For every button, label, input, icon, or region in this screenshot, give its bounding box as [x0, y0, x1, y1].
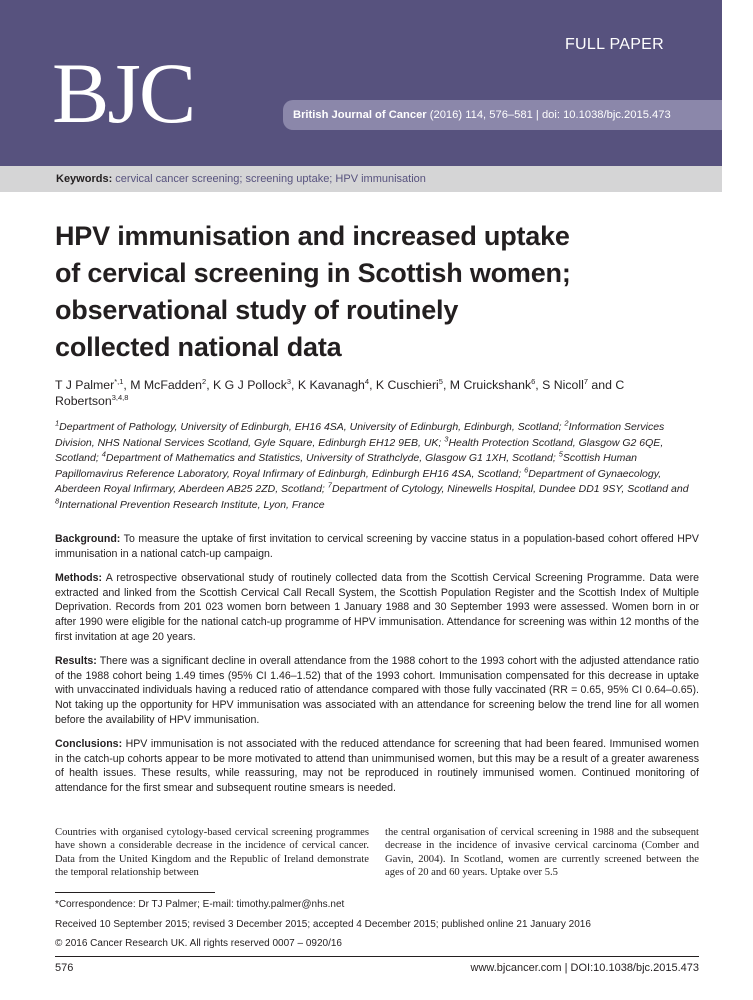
affiliation-text: Department of Pathology, University of Edinburgh, EH16 4SA, University of Edinburgh, Edinburgh, Scotland;: [59, 421, 565, 433]
author-affiliation-mark: *,1: [114, 376, 124, 386]
author-name: K G J Pollock: [213, 378, 287, 392]
article-type-label: FULL PAPER: [564, 36, 664, 53]
abstract-section-text: There was a significant decline in overall attendance from the 1988 cohort to the 1993 cohort with the adjusted attendance ratio of the 1988 cohort being 1.49 times (95% CI 1.46–1.52) that of the 1993 cohort. Immunisation compensated for this decrease in uptake with unvaccinated individuals having a reduced ratio of attendance compared with those fully vaccinated (RR = 0.65, 95% CI 0.64–0.65). Not taking up the opportunity for HPV immunisation was associated with an attendance for screening below the trend line for all women before the availability of HPV immunisation.: [55, 655, 699, 726]
article-title: [55, 218, 675, 366]
abstract-section-label: Background:: [55, 533, 121, 545]
author-name: M Cruickshank: [449, 378, 532, 392]
affiliation-text: Health Protection Scotland, Glasgow G2 6QE, Scotland;: [55, 436, 664, 465]
abstract-conclusions: [55, 737, 699, 795]
title-line: observational study of routinely: [55, 295, 459, 325]
author-name: M McFadden: [130, 378, 203, 392]
abstract-section-label: Methods:: [55, 572, 103, 585]
abstract-section-text: A retrospective observational study of routinely collected data from the Scottish Cervical Screening Programme. Data were extracted and linked from the Scottish Cervical Call Recall System, the Scottish Population Register and the Scottish Index of Multiple Deprivation. Records from 201 023 women born between 1 January 1988 and 30 September 1993 were assessed. Women born in or after 1990 were eligible for the national catch-up programme of HPV immunisation. Attendance for screening was within 12 months of the first invitation at age 20 years.: [55, 572, 699, 643]
affiliation-text: Information Services Division, NHS National Services Scotland, Gyle Square, Edinburgh EH12 9EB, UK;: [55, 421, 665, 449]
affiliation-text: Department of Gynaecology, Aberdeen Royal Infirmary, Aberdeen AB25 2ZD, Scotland;: [55, 467, 662, 496]
footnote-divider: [55, 892, 215, 893]
journal-name: British Journal of Cancer: [293, 109, 427, 121]
copyright-notice: © 2016 Cancer Research UK. All rights reserved 0007 – 0920/16: [55, 938, 342, 949]
citation-details: (2016) 114, 576–581 | doi: 10.1038/bjc.2015.473: [426, 109, 671, 121]
affiliation-text: Department of Cytology, Ninewells Hospital, Dundee DD1 9SY, Scotland and: [331, 483, 689, 496]
abstract-section-label: Results:: [55, 655, 97, 668]
author-affiliation-mark: 3: [286, 376, 292, 386]
affiliation-mark: 6: [524, 465, 529, 475]
author-affiliation-mark: 7: [583, 376, 588, 386]
author-name: K Cuschieri: [375, 378, 439, 392]
affiliation-mark: 4: [101, 449, 106, 459]
affiliation-list: [55, 420, 700, 514]
author-affiliation-mark: 3,4,8: [111, 392, 129, 402]
affiliation-mark: 2: [564, 418, 569, 428]
body-column-right: the central organisation of cervical screening in 1988 and the subsequent decrease in the incidence of invasive cervical carcinoma (Comber and Gavin, 2004). In Scotland, women are currently screened between the ages of 20 and 60 years. Uptake over 5.5: [385, 827, 699, 878]
correspondence-note: *Correspondence: Dr TJ Palmer; E-mail: timothy.palmer@nhs.net: [55, 899, 345, 910]
journal-logo: BJC: [52, 45, 195, 141]
affiliation-mark: 1: [55, 418, 60, 428]
affiliation-mark: 3: [444, 434, 449, 444]
affiliation-text: International Prevention Research Institute, Lyon, France: [59, 498, 325, 511]
page-number: 576: [55, 962, 74, 974]
author-affiliation-mark: 6: [531, 376, 536, 386]
author-affiliation-mark: 5: [438, 376, 443, 386]
abstract-section-label: Conclusions:: [55, 738, 123, 751]
author-name: C Robertson: [55, 378, 625, 408]
keywords-label: Keywords:: [56, 173, 113, 185]
title-line: HPV immunisation and increased uptake: [55, 221, 570, 251]
abstract: [55, 532, 699, 806]
affiliation-mark: 7: [327, 480, 332, 490]
author-name: K Kavanagh: [297, 378, 365, 392]
abstract-section-text: HPV immunisation is not associated with the reduced attendance for screening that had been feared. Immunised women in the catch-up cohorts appear to be more motivated to attend than unimmunised women, but this may be a result of a greater awareness of health issues. These results, while reassuring, may not be reproduced in routinely immunised women. Continued monitoring of attendance for the first smear and subsequent routine smears is needed.: [55, 738, 699, 794]
abstract-section-text: To measure the uptake of first invitation to cervical screening by vaccine status in a population-based cohort offered HPV immunisation in a national catch-up campaign.: [55, 533, 699, 560]
abstract-methods: [55, 571, 699, 644]
affiliation-mark: 8: [55, 496, 60, 506]
author-name: T J Palmer: [55, 378, 115, 392]
body-column-left: Countries with organised cytology-based cervical screening programmes have shown a considerable decrease in the incidence of cervical cancer. Data from the United Kingdom and the Republic of Ireland demonstrate the temporal relationship between: [55, 827, 369, 878]
received-dates: Received 10 September 2015; revised 3 December 2015; accepted 4 December 2015; published online 21 January 2016: [55, 919, 591, 930]
affiliation-mark: 5: [558, 449, 563, 459]
author-affiliation-mark: 4: [364, 376, 370, 386]
footer-doi-link[interactable]: www.bjcancer.com | DOI:10.1038/bjc.2015.473: [470, 962, 699, 974]
citation-bar: [283, 100, 722, 130]
keywords-text: cervical cancer screening; screening uptake; HPV immunisation: [112, 173, 426, 185]
title-line: of cervical screening in Scottish women;: [55, 258, 571, 288]
author-list: T J Palmer$^{*,1}$, M McFadden$^2$, K G J Pollock$^3$, K Kavanagh$^4$, K Cuschieri$^5$, M Cruickshank$^6$, S Nicoll$^7$ and C Robertson$^{3,4,8}$: [55, 376, 625, 408]
title-line: collected national data: [55, 332, 342, 362]
author-affiliation-mark: 2: [202, 376, 207, 386]
journal-header-band: [0, 0, 722, 166]
keywords-bar: [0, 166, 722, 192]
abstract-background: [55, 532, 699, 561]
page-footer-divider: [55, 956, 699, 957]
affiliation-text: Department of Mathematics and Statistics, University of Strathclyde, Glasgow G1 1XH, Scotland;: [105, 452, 559, 465]
author-name: S Nicoll: [542, 378, 584, 392]
affiliation-text: Scottish Human Papillomavirus Reference Laboratory, Royal Infirmary of Edinburgh, Edinburgh EH16 4SA, Scotland;: [55, 452, 638, 480]
abstract-results: [55, 654, 699, 727]
